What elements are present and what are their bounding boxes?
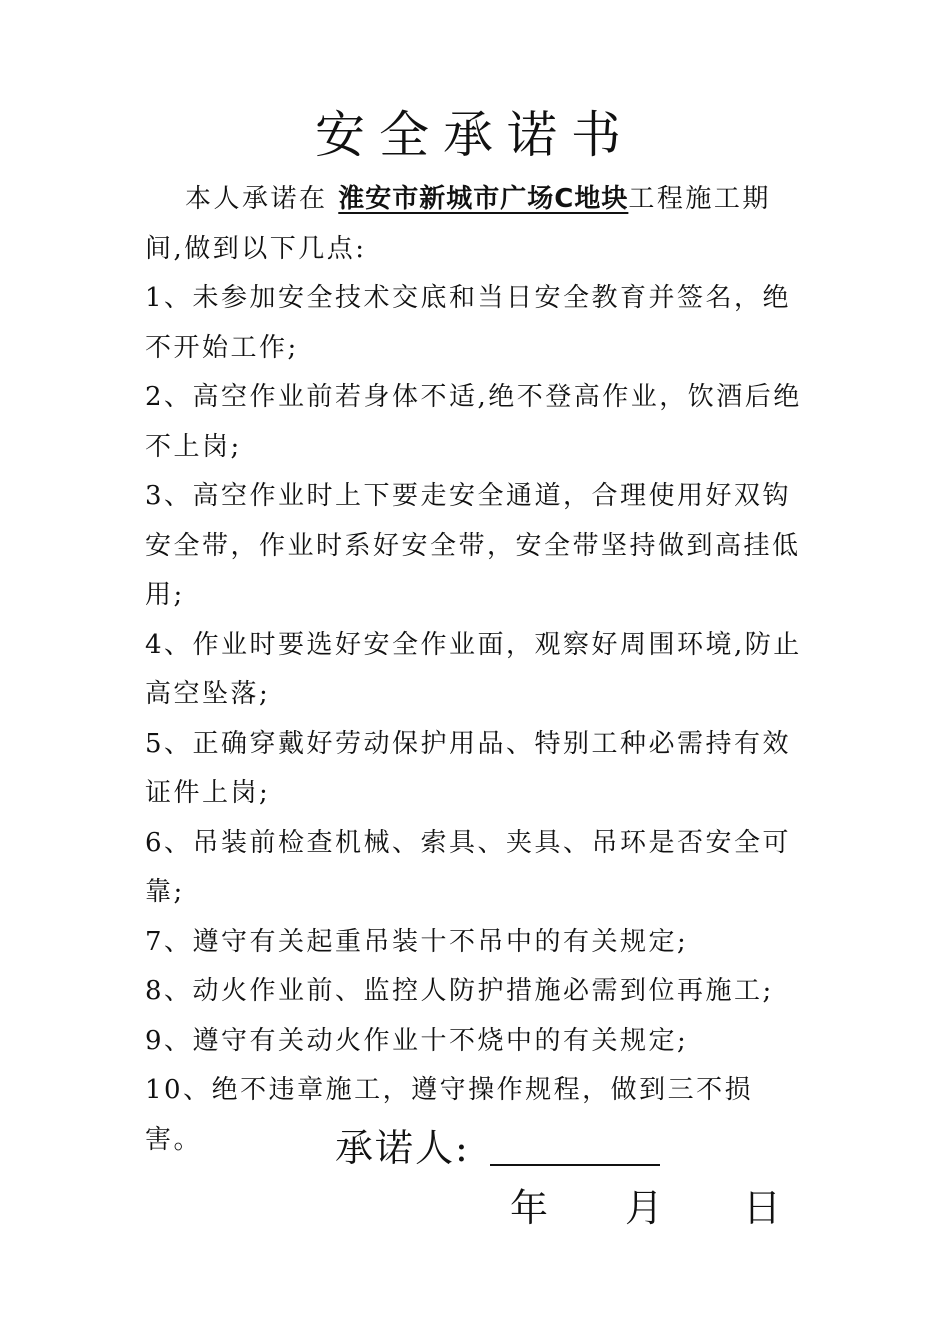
- commitment-item-3: 3、高空作业时上下要走安全通道，合理使用好双钩安全带，作业时系好安全带，安全带坚持做到高挂低用;: [145, 481, 801, 610]
- commitment-item-10: 10、绝不违章施工，遵守操作规程，做到三不损害。: [145, 1075, 754, 1155]
- signature-block: [335, 1118, 815, 1228]
- project-name: 淮安市新城市广场C地块: [338, 184, 629, 214]
- document-title: 安全承诺书: [315, 106, 635, 164]
- intro-paragraph: [145, 175, 810, 274]
- document-body: [145, 175, 810, 1165]
- date-month-label: 月: [625, 1186, 664, 1230]
- commitment-item-6: 6、吊装前检查机械、索具、夹具、吊环是否安全可靠;: [145, 827, 792, 907]
- commitment-item-5: 5、正确穿戴好劳动保护用品、特别工种必需持有效证件上岗;: [145, 728, 792, 808]
- signer-label: 承诺人:: [335, 1126, 470, 1170]
- commitment-item-8: 8、动火作业前、监控人防护措施必需到位再施工;: [145, 976, 774, 1006]
- intro-before: 本人承诺在: [185, 184, 328, 214]
- commitment-item-9: 9、遵守有关动火作业十不烧中的有关规定;: [145, 1025, 689, 1056]
- date-row: [510, 1178, 781, 1238]
- commitment-item-1: 1、未参加安全技术交底和当日安全教育并签名，绝不开始工作;: [145, 283, 792, 363]
- commitment-item-7: 7、遵守有关起重吊装十不吊中的有关规定;: [145, 926, 689, 957]
- commitment-item-2: 2、高空作业前若身体不适,绝不登高作业，饮酒后绝不上岗;: [145, 382, 802, 462]
- date-day-label: 日: [743, 1186, 782, 1230]
- date-year-label: 年: [510, 1186, 549, 1230]
- intro-after: 工程施工期间,做到以下几点:: [145, 184, 771, 264]
- signature-line[interactable]: [490, 1164, 660, 1166]
- commitment-item-4: 4、作业时要选好安全作业面，观察好周围环境,防止高空坠落;: [145, 629, 802, 709]
